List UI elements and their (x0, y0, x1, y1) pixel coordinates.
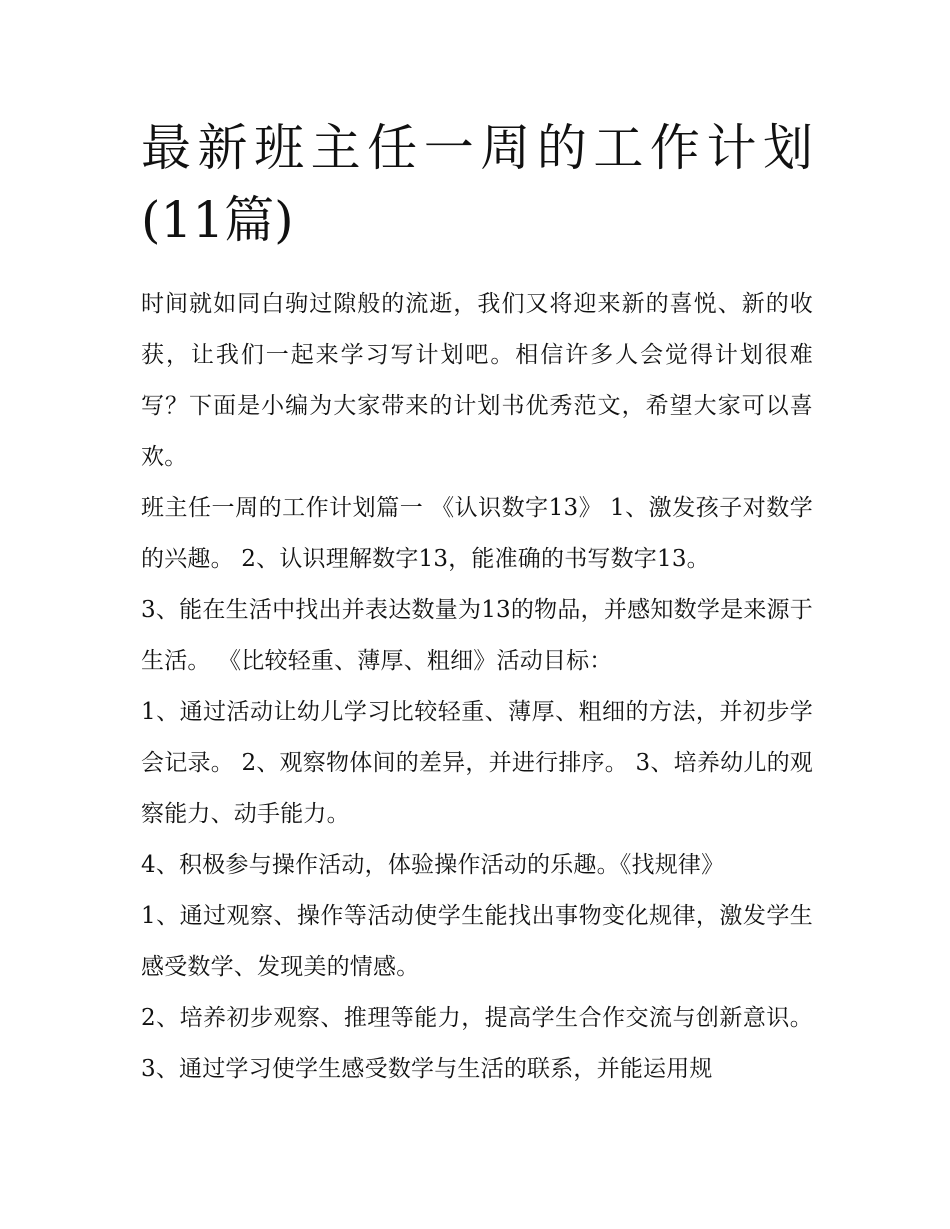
paragraph-plan-one: 班主任一周的工作计划篇一 《认识数字13》 1、激发孩子对数学的兴趣。 2、认识理解数字13，能准确的书写数字13。 (141, 495, 813, 572)
paragraph-pattern-goal-two: 2、培养初步观察、推理等能力，提高学生合作交流与创新意识。 3、通过学习使学生感受数学与生活的联系，并能运用规 (141, 1005, 813, 1082)
paragraph-compare-goals: 1、通过活动让幼儿学习比较轻重、薄厚、粗细的方法，并初步学会记录。 2、观察物体间的差异，并进行排序。 3、培养幼儿的观察能力、动手能力。 (141, 699, 813, 827)
paragraph-goal-three: 3、能在生活中找出并表达数量为13的物品，并感知数学是来源于生活。 《比较轻重、薄厚、粗细》活动目标： (141, 597, 813, 674)
document-title: 最新班主任一周的工作计划(11篇) (141, 119, 813, 249)
paragraph-goal-four: 4、积极参与操作活动，体验操作活动的乐趣。《找规律》 (141, 852, 725, 878)
document-body (141, 112, 813, 1095)
paragraph-intro: 时间就如同白驹过隙般的流逝，我们又将迎来新的喜悦、新的收获，让我们一起来学习写计划吧。相信许多人会觉得计划很难写？下面是小编为大家带来的计划书优秀范文，希望大家可以喜欢。 (141, 291, 813, 470)
paragraph-pattern-goal-one: 1、通过观察、操作等活动使学生能找出事物变化规律，激发学生感受数学、发现美的情感。 (141, 903, 813, 980)
